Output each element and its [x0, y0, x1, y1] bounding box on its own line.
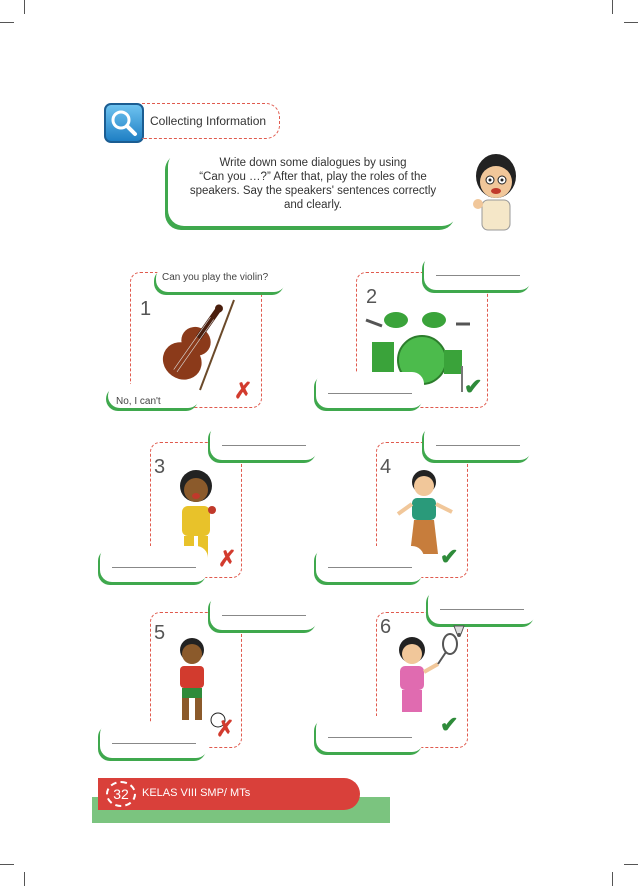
answer-bubble[interactable]: [100, 722, 208, 758]
question-bubble[interactable]: [428, 588, 536, 624]
answer-bubble[interactable]: [316, 546, 424, 582]
question-bubble[interactable]: [424, 424, 532, 460]
question-bubble[interactable]: [210, 594, 318, 630]
check-mark: ✔: [464, 374, 483, 399]
crop-mark: [0, 864, 14, 865]
question-text: Can you play the violin?: [162, 272, 269, 283]
crop-mark: [0, 22, 14, 23]
cross-mark: ✗: [216, 716, 235, 741]
answer-text: No, I can't: [116, 396, 161, 407]
card-number: 3: [154, 456, 166, 478]
crop-mark: [624, 22, 638, 23]
card-number: 1: [140, 298, 152, 320]
check-mark: ✔: [440, 712, 459, 737]
answer-bubble[interactable]: [316, 372, 424, 408]
question-bubble[interactable]: [424, 254, 532, 290]
crop-mark: [612, 0, 613, 14]
crop-mark: [612, 872, 613, 886]
page-number: 32: [106, 781, 136, 807]
question-bubble[interactable]: [210, 424, 318, 460]
card-number: 6: [380, 616, 392, 638]
card-number: 2: [366, 286, 378, 308]
crop-mark: [24, 872, 25, 886]
answer-bubble[interactable]: [100, 546, 208, 582]
instruction-text: Write down some dialogues by using “Can you …?” After that, play the roles of the speakers. Say the speakers' sentences correctly and clearly.: [189, 157, 437, 211]
boy-speaker-illustration: [466, 148, 526, 238]
shuttlecock-icon: [452, 624, 466, 638]
card-number: 5: [154, 622, 166, 644]
card-number: 4: [380, 456, 392, 478]
magnifier-icon: [104, 103, 144, 143]
violin-illustration: [142, 292, 242, 392]
check-mark: ✔: [440, 544, 459, 569]
crop-mark: [24, 0, 25, 14]
section-title: Collecting Information: [142, 103, 280, 139]
crop-mark: [624, 864, 638, 865]
football-boy-illustration: [164, 636, 230, 728]
cross-mark: ✗: [234, 378, 253, 403]
badminton-girl-illustration: [384, 630, 464, 722]
cross-mark: ✗: [218, 546, 237, 571]
answer-bubble[interactable]: [316, 716, 424, 752]
footer-text: KELAS VIII SMP/ MTs: [142, 787, 251, 799]
